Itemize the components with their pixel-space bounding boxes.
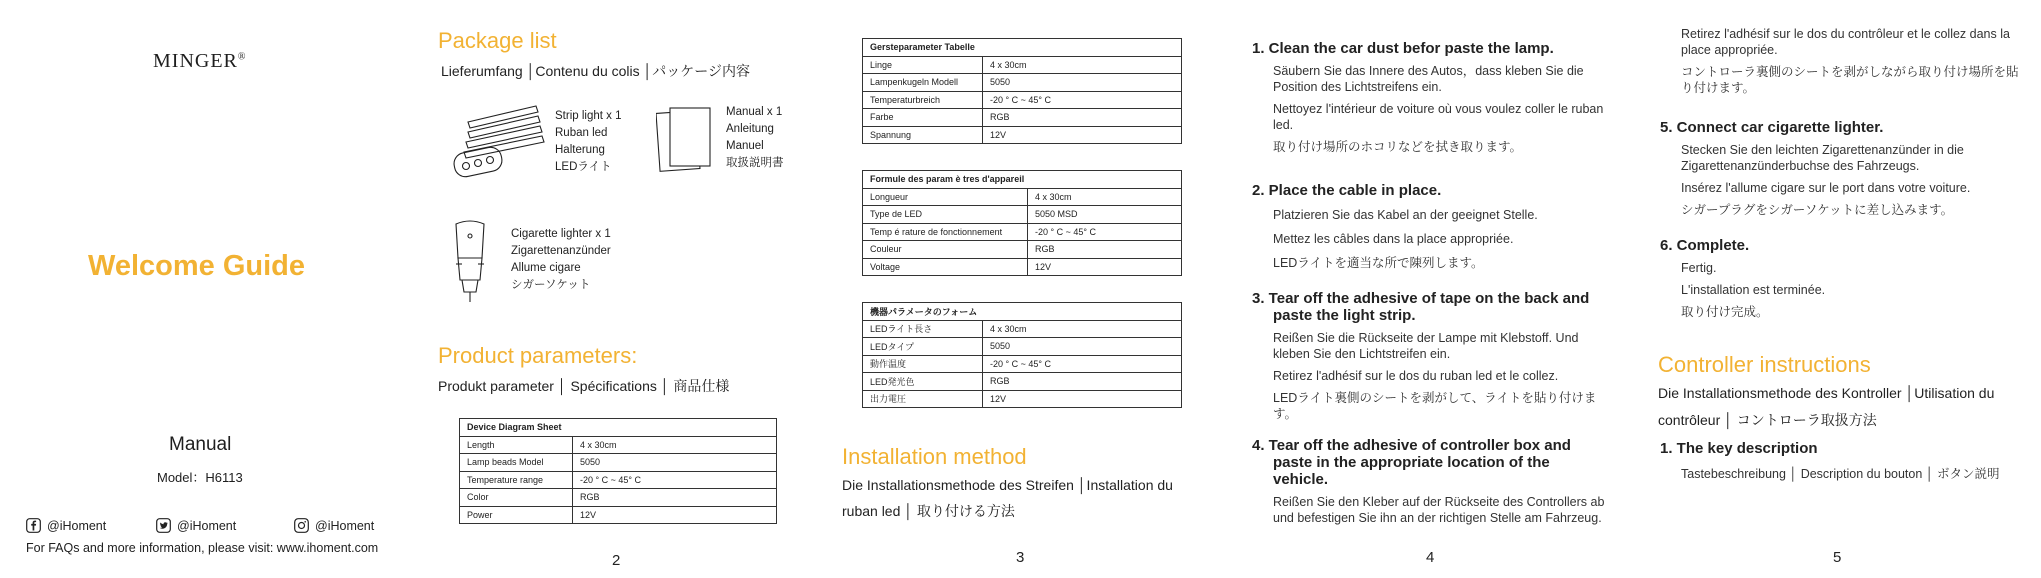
manual-label: Manual bbox=[169, 434, 232, 455]
table-row bbox=[863, 355, 1182, 373]
step-line: 取り付け場所のホコリなどを拭き取ります。 bbox=[1273, 140, 1523, 154]
german-parameter-table bbox=[862, 38, 1182, 144]
cigarette-lighter-illustration bbox=[450, 218, 490, 306]
table-cell: Linge bbox=[863, 56, 983, 74]
installation-method-subtitle-1: Die Installationsmethode des Streifen │Installation du bbox=[842, 477, 1173, 493]
table-cell: Farbe bbox=[863, 109, 983, 127]
step-line: Säubern Sie das Innere des Autos，dass kleben Sie die Position des Lichtstreifens ein. bbox=[1273, 64, 1584, 94]
table-row bbox=[863, 241, 1182, 259]
social-facebook[interactable]: @iHoment bbox=[26, 518, 106, 533]
installation-method-title: Installation method bbox=[842, 444, 1027, 469]
cig-item: Zigarettenanzünder bbox=[511, 245, 611, 257]
table-row bbox=[863, 373, 1182, 391]
product-parameters-title: Product parameters: bbox=[438, 343, 638, 368]
step-line: Insérez l'allume cigare sur le port dans votre voiture. bbox=[1681, 181, 1971, 195]
step-line: Retirez l'adhésif sur le dos du ruban led et le collez. bbox=[1273, 369, 1559, 383]
strip-light-items bbox=[555, 108, 621, 176]
table-header-row bbox=[863, 303, 1182, 321]
strip-light-illustration bbox=[450, 100, 550, 180]
table-cell: Temperaturbreich bbox=[863, 91, 983, 109]
table-cell: 4 x 30cm bbox=[983, 320, 1182, 338]
step-line: Platzieren Sie das Kabel an der geeignet Stelle. bbox=[1273, 208, 1538, 222]
installation-method-subtitle-2: ruban led │ 取り付ける方法 bbox=[842, 503, 1015, 519]
step-4 bbox=[1252, 437, 1612, 526]
strip-item: Halterung bbox=[555, 144, 605, 156]
step-title: 6. Complete. bbox=[1660, 237, 1750, 254]
table-cell: -20 ° C ~ 45° C bbox=[1028, 223, 1182, 241]
table-header-row bbox=[460, 419, 777, 437]
welcome-title: Welcome Guide bbox=[88, 250, 306, 282]
table-cell: Color bbox=[460, 489, 573, 507]
table-cell: 4 x 30cm bbox=[1028, 188, 1182, 206]
step-line: Reißen Sie den Kleber auf der Rückseite des Controllers ab und befestigen Sie ihn an der richtigen Stelle am Fahrzeug. bbox=[1273, 495, 1605, 525]
device-diagram-table bbox=[459, 418, 777, 524]
table-row bbox=[460, 471, 777, 489]
table-cell: LEDライト長さ bbox=[863, 320, 983, 338]
cig-item: シガーソケット bbox=[511, 279, 591, 291]
table-cell: -20 ° C ~ 45° C bbox=[573, 471, 777, 489]
table-row bbox=[460, 454, 777, 472]
table-cell: 12V bbox=[983, 126, 1182, 144]
instagram-icon bbox=[294, 518, 309, 533]
table-row bbox=[863, 109, 1182, 127]
step-line: Nettoyez l'intérieur de voiture où vous voulez coller le ruban led. bbox=[1273, 102, 1604, 132]
table-cell: Power bbox=[460, 506, 573, 524]
table-row bbox=[863, 338, 1182, 356]
cig-item: Cigarette lighter x 1 bbox=[511, 228, 611, 240]
table-row bbox=[863, 320, 1182, 338]
step-line: Mettez les câbles dans la place appropriée. bbox=[1273, 232, 1514, 246]
page-number-5: 5 bbox=[1833, 549, 1842, 566]
table-cell: -20 ° C ~ 45° C bbox=[983, 91, 1182, 109]
table-cell: Temp é rature de fonctionnement bbox=[863, 223, 1028, 241]
package-list-subtitle: Lieferumfang │Contenu du colis │パッケージ内容 bbox=[441, 63, 751, 79]
table-header: Formule des param è tres d'appareil bbox=[863, 171, 1182, 189]
table-row bbox=[863, 188, 1182, 206]
step-title: 2. Place the cable in place. bbox=[1252, 182, 1442, 199]
table-row bbox=[863, 390, 1182, 408]
table-cell: RGB bbox=[1028, 241, 1182, 259]
step-2 bbox=[1252, 182, 1612, 271]
french-parameter-table bbox=[862, 170, 1182, 276]
manual-items bbox=[726, 104, 784, 172]
table-cell: LED発光色 bbox=[863, 373, 983, 391]
page-number-3: 3 bbox=[1016, 549, 1025, 566]
table-cell: RGB bbox=[573, 489, 777, 507]
step-line: Retirez l'adhésif sur le dos du contrôleur et le collez dans la place appropriée. bbox=[1681, 27, 2010, 57]
key-description-subtitle: Tastebeschreibung │ Description du bouton │ ボタン説明 bbox=[1681, 467, 2000, 481]
table-cell: 12V bbox=[1028, 258, 1182, 276]
table-row bbox=[460, 489, 777, 507]
step-line: Fertig. bbox=[1681, 261, 1717, 275]
strip-item: Strip light x 1 bbox=[555, 110, 622, 122]
manual-item: Anleitung bbox=[726, 123, 774, 135]
table-cell: 5050 MSD bbox=[1028, 206, 1182, 224]
step-line: シガープラグをシガーソケットに差し込みます。 bbox=[1681, 203, 1954, 217]
step-line: 取り付け完成。 bbox=[1681, 305, 1769, 319]
product-parameters-subtitle: Produkt parameter │ Spécifications │ 商品仕様 bbox=[438, 378, 730, 394]
page-number-4: 4 bbox=[1426, 549, 1435, 566]
table-cell: Type de LED bbox=[863, 206, 1028, 224]
controller-subtitle-2: contrôleur │ コントローラ取扱方法 bbox=[1658, 412, 1877, 428]
table-cell: 12V bbox=[983, 390, 1182, 408]
table-row bbox=[863, 74, 1182, 92]
table-cell: LEDタイプ bbox=[863, 338, 983, 356]
model-label: Model：H6113 bbox=[157, 470, 243, 485]
table-cell: Voltage bbox=[863, 258, 1028, 276]
step-title: 4. Tear off the adhesive of controller box and paste in the appropriate location of the vehicle. bbox=[1252, 437, 1571, 488]
step-6 bbox=[1660, 237, 2026, 320]
manual-item: Manual x 1 bbox=[726, 106, 783, 118]
faq-line: For FAQs and more information, please visit: www.ihoment.com bbox=[26, 541, 379, 555]
japanese-parameter-table bbox=[862, 302, 1182, 408]
step-title: 3. Tear off the adhesive of tape on the back and paste the light strip. bbox=[1252, 290, 1590, 324]
table-row bbox=[863, 126, 1182, 144]
table-row bbox=[863, 56, 1182, 74]
table-cell: Longueur bbox=[863, 188, 1028, 206]
step-3 bbox=[1252, 290, 1612, 422]
step-1 bbox=[1252, 40, 1612, 155]
manual-item: Manuel bbox=[726, 140, 764, 152]
cigarette-lighter-items bbox=[511, 226, 611, 294]
manual-item: 取扱説明書 bbox=[726, 157, 784, 169]
table-header: Gersteparameter Tabelle bbox=[863, 39, 1182, 57]
controller-subtitle-1: Die Installationsmethode des Kontroller │Utilisation du bbox=[1658, 385, 1995, 401]
table-row bbox=[863, 258, 1182, 276]
table-header-row bbox=[863, 171, 1182, 189]
table-cell: 4 x 30cm bbox=[983, 56, 1182, 74]
step-line: L'installation est terminée. bbox=[1681, 283, 1826, 297]
table-row bbox=[863, 206, 1182, 224]
step-4-continued bbox=[1681, 26, 2026, 96]
table-header: 機器パラメータのフォーム bbox=[863, 303, 1182, 321]
table-row bbox=[863, 91, 1182, 109]
table-cell: 5050 bbox=[983, 74, 1182, 92]
table-row bbox=[460, 436, 777, 454]
cig-item: Allume cigare bbox=[511, 262, 581, 274]
table-cell: Spannung bbox=[863, 126, 983, 144]
table-cell: Lamp beads Model bbox=[460, 454, 573, 472]
strip-item: LEDライト bbox=[555, 161, 612, 173]
table-row bbox=[460, 506, 777, 524]
package-list-title: Package list bbox=[438, 28, 557, 53]
facebook-icon bbox=[26, 518, 41, 533]
step-line: Reißen Sie die Rückseite der Lampe mit Klebstoff. Und kleben Sie den Lichtstreifen ein. bbox=[1273, 331, 1579, 361]
page-number-2: 2 bbox=[612, 552, 621, 569]
step-line: コントローラ裏側のシートを剥がしながら取り付け場所を貼り付けます。 bbox=[1681, 65, 2019, 95]
table-cell: Couleur bbox=[863, 241, 1028, 259]
table-header: Device Diagram Sheet bbox=[460, 419, 777, 437]
controller-instructions-title: Controller instructions bbox=[1658, 352, 1871, 377]
social-twitter[interactable]: @iHoment bbox=[156, 518, 236, 533]
table-cell: Lampenkugeln Modell bbox=[863, 74, 983, 92]
table-cell: 12V bbox=[573, 506, 777, 524]
step-title: 1. Clean the car dust befor paste the lamp. bbox=[1252, 40, 1554, 57]
manual-illustration bbox=[656, 104, 716, 174]
table-cell: RGB bbox=[983, 109, 1182, 127]
table-cell: Length bbox=[460, 436, 573, 454]
table-cell: RGB bbox=[983, 373, 1182, 391]
social-instagram[interactable]: @iHoment bbox=[294, 518, 374, 533]
twitter-icon bbox=[156, 518, 171, 533]
step-5 bbox=[1660, 119, 2026, 218]
step-line: Stecken Sie den leichten Zigarettenanzünder in die Zigarettenanzünderbuchse des Fahrzeugs. bbox=[1681, 143, 1964, 173]
step-line: LEDライトを適当な所で陳列します。 bbox=[1273, 256, 1484, 270]
step-title: 5. Connect car cigarette lighter. bbox=[1660, 119, 1884, 136]
table-cell: -20 ° C ~ 45° C bbox=[983, 355, 1182, 373]
table-cell: 5050 bbox=[573, 454, 777, 472]
strip-item: Ruban led bbox=[555, 127, 608, 139]
table-cell: 出力電圧 bbox=[863, 390, 983, 408]
key-description-title: 1. The key description bbox=[1660, 440, 1818, 457]
table-header-row bbox=[863, 39, 1182, 57]
table-row bbox=[863, 223, 1182, 241]
table-cell: Temperature range bbox=[460, 471, 573, 489]
table-cell: 4 x 30cm bbox=[573, 436, 777, 454]
table-cell: 動作温度 bbox=[863, 355, 983, 373]
step-line: LEDライト裏側のシートを剥がして、ライトを貼り付けます。 bbox=[1273, 391, 1597, 421]
brand-logo: MINGER® bbox=[153, 50, 247, 72]
table-cell: 5050 bbox=[983, 338, 1182, 356]
